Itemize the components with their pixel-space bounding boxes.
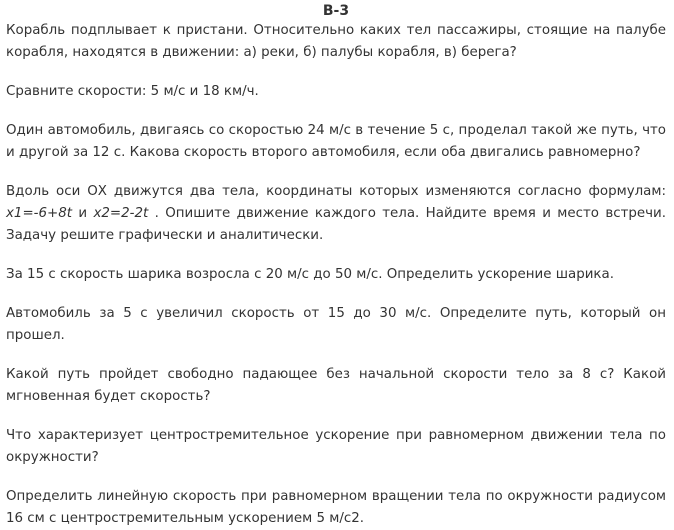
task-6: Автомобиль за 5 с увеличил скорость от 15 до 30 м/с. Определите путь, который он прошел. (6, 306, 666, 343)
formula-x2: x2=2-2t (93, 206, 149, 221)
formula-x1: x1=-6+8t (6, 206, 73, 221)
task-9: Определить линейную скорость при равномерном вращении тела по окружности радиусом 16 см с центростремительным ускорением 5 м/с2. (6, 489, 666, 526)
variant-title: В-3 (322, 3, 350, 19)
task-4 (6, 181, 666, 247)
task-3: Один автомобиль, двигаясь со скоростью 24 м/с в течение 5 с, проделал такой же путь, что и другой за 12 с. Какова скорость второго автомобиля, если оба двигались равномерно? (6, 123, 666, 160)
task-7: Какой путь пройдет свободно падающее без начальной скорости тело за 8 с? Какой мгновенная будет скорость? (6, 367, 666, 404)
task-2: Сравните скорости: 5 м/с и 18 км/ч. (6, 84, 259, 99)
task-8: Что характеризует центростремительное ускорение при равномерном движении тела по окружности? (6, 428, 666, 465)
task-5: За 15 с скорость шарика возросла с 20 м/с до 50 м/с. Определить ускорение шарика. (6, 267, 614, 282)
task-4-intro: Вдоль оси ОХ движутся два тела, координаты которых изменяются согласно формулам: (6, 184, 666, 199)
task-4-and: и (72, 206, 94, 221)
task-1: Корабль подплывает к пристани. Относительно каких тел пассажиры, стоящие на палубе корабля, находятся в движении: а) реки, б) палубы корабля, в) берега? (6, 23, 666, 60)
worksheet-page (0, 2, 674, 526)
task-4-rest: . Опишите движение каждого тела. Найдите время и место встречи. Задачу решите графически и аналитически. (6, 206, 666, 243)
